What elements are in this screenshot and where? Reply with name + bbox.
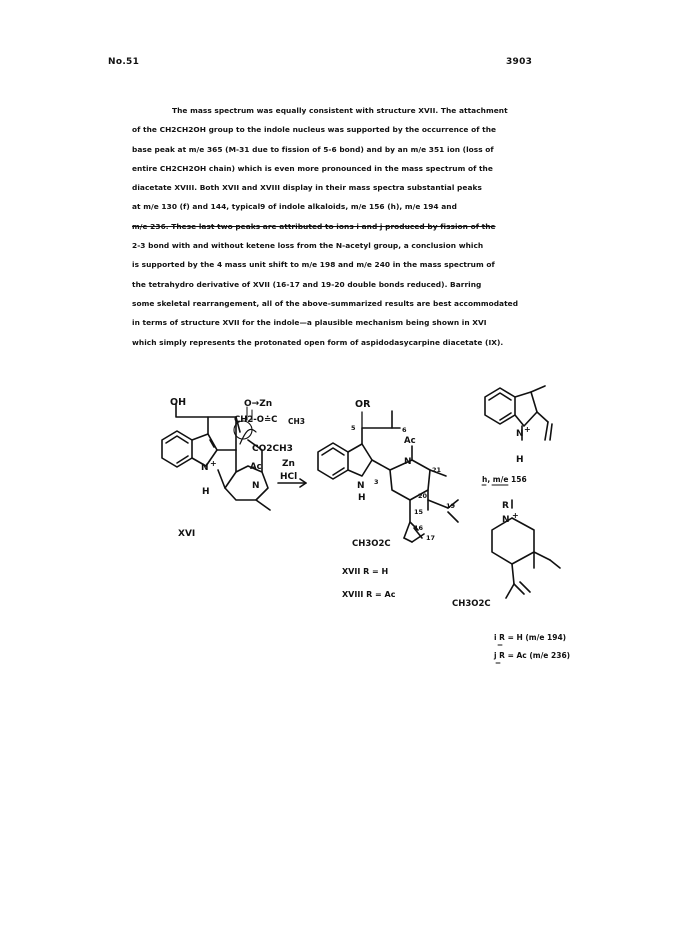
ion-ij-r-label: R (502, 501, 509, 511)
ion-ij-ester-label: CH3O2C (452, 599, 491, 609)
xvi-zn-reagent-label: Zn (282, 459, 295, 469)
ion-j-caption: j R = Ac (m/e 236) (494, 651, 571, 660)
paragraph-line-7: m/e 236. These last two peaks are attributed to ions i and j produced by fission of the (132, 221, 496, 231)
xvii-c6-label: 6 (402, 426, 407, 434)
xvii-c17-label: 17 (426, 534, 436, 542)
xvii-c15-label: 15 (414, 508, 424, 516)
xvii-n-label: N (404, 457, 412, 467)
xvi-ac-label: Ac (250, 462, 262, 472)
paragraph-line-8: 2-3 bond with and without ketene loss from the N-acetyl group, a conclusion which (132, 241, 484, 251)
xvii-compound-label: XVII R = H (342, 567, 389, 576)
xvi-n-label: N (252, 481, 260, 491)
xvii-ac-label: Ac (404, 436, 416, 446)
ion-h-n-label: N (516, 429, 524, 439)
xvi-indole-n-label: N (201, 463, 209, 473)
xvi-electron-arrow (240, 429, 256, 444)
paragraph-line-6: at m/e 130 (f) and 144, typical9 of indole alkaloids, m/e 156 (h), m/e 194 and (132, 202, 457, 212)
xvi-hcl-reagent-label: HCl (280, 472, 298, 482)
paragraph-line-9: is supported by the 4 mass unit shift to m/e 198 and m/e 240 in the mass spectrum of (132, 260, 495, 270)
page-number: 3903 (506, 57, 533, 67)
xvi-oh-label: OH (170, 397, 187, 408)
xvi-plus-charge: + (210, 459, 217, 468)
paragraph-line-12: in terms of structure XVII for the indole—a plausible mechanism being shown in XVI (132, 318, 487, 328)
paragraph-line-2: of the CH2CH2OH group to the indole nucleus was supported by the occurrence of the (132, 125, 497, 135)
xvii-c20-label: 20 (418, 492, 428, 500)
xvii-or-label: OR (355, 399, 371, 410)
paragraph-line-3: base peak at m/e 365 (M-31 due to fission of 5-6 bond) and by an m/e 351 ion (loss of (132, 144, 494, 154)
xvii-c3-label: 3 (374, 478, 379, 486)
journal-issue-number: No.51 (108, 57, 140, 67)
xvii-c5-label: 5 (351, 424, 356, 432)
paragraph-line-10: the tetrahydro derivative of XVII (16-17 and 19-20 double bonds reduced). Barring (132, 279, 482, 289)
xvii-c19-label: 19 (446, 502, 456, 510)
paragraph-line-13: which simply represents the protonated open form of aspidodasycarpine diacetate (IX). (132, 337, 504, 347)
paragraph-line-5: diacetate XVIII. Both XVII and XVIII display in their mass spectra substantial peaks (132, 183, 482, 193)
xvii-c21-label: 21 (432, 466, 442, 474)
xvii-c16-label: 16 (414, 524, 424, 532)
ion-h-plus-charge: + (524, 425, 531, 434)
xvii-h-label: H (358, 493, 366, 503)
ion-ij-plus-charge: + (512, 511, 519, 520)
xvi-co2ch3-label: CO2CH3 (252, 444, 293, 454)
paragraph-line-1: The mass spectrum was equally consistent with structure XVII. The attachment (172, 106, 508, 115)
ion-h-caption: h, m/e 156 (482, 475, 527, 484)
paragraph-line-11: some skeletal rearrangement, all of the above-summarized results are best accommodated (132, 298, 519, 308)
ion-i-caption: i R = H (m/e 194) (494, 633, 567, 642)
xviii-compound-label: XVIII R = Ac (342, 590, 396, 599)
xvi-ch3-label: CH3 (288, 417, 305, 426)
xvi-h-label: H (202, 487, 210, 497)
ion-h-h-label: H (516, 455, 524, 465)
xvi-compound-label: XVI (178, 529, 196, 539)
structure-xvii (318, 411, 458, 542)
xvii-indole-n-label: N (357, 481, 365, 491)
paragraph-line-4: entire CH2CH2OH chain) which is even more pronounced in the mass spectrum of the (132, 163, 493, 173)
xvi-zn-complex-label: O→Zn (244, 399, 273, 409)
xvii-ester-label: CH3O2C (352, 539, 391, 549)
ion-ij-n-label: N (502, 515, 510, 525)
xvi-ch2o-label: CH2-O≐C (234, 415, 278, 425)
